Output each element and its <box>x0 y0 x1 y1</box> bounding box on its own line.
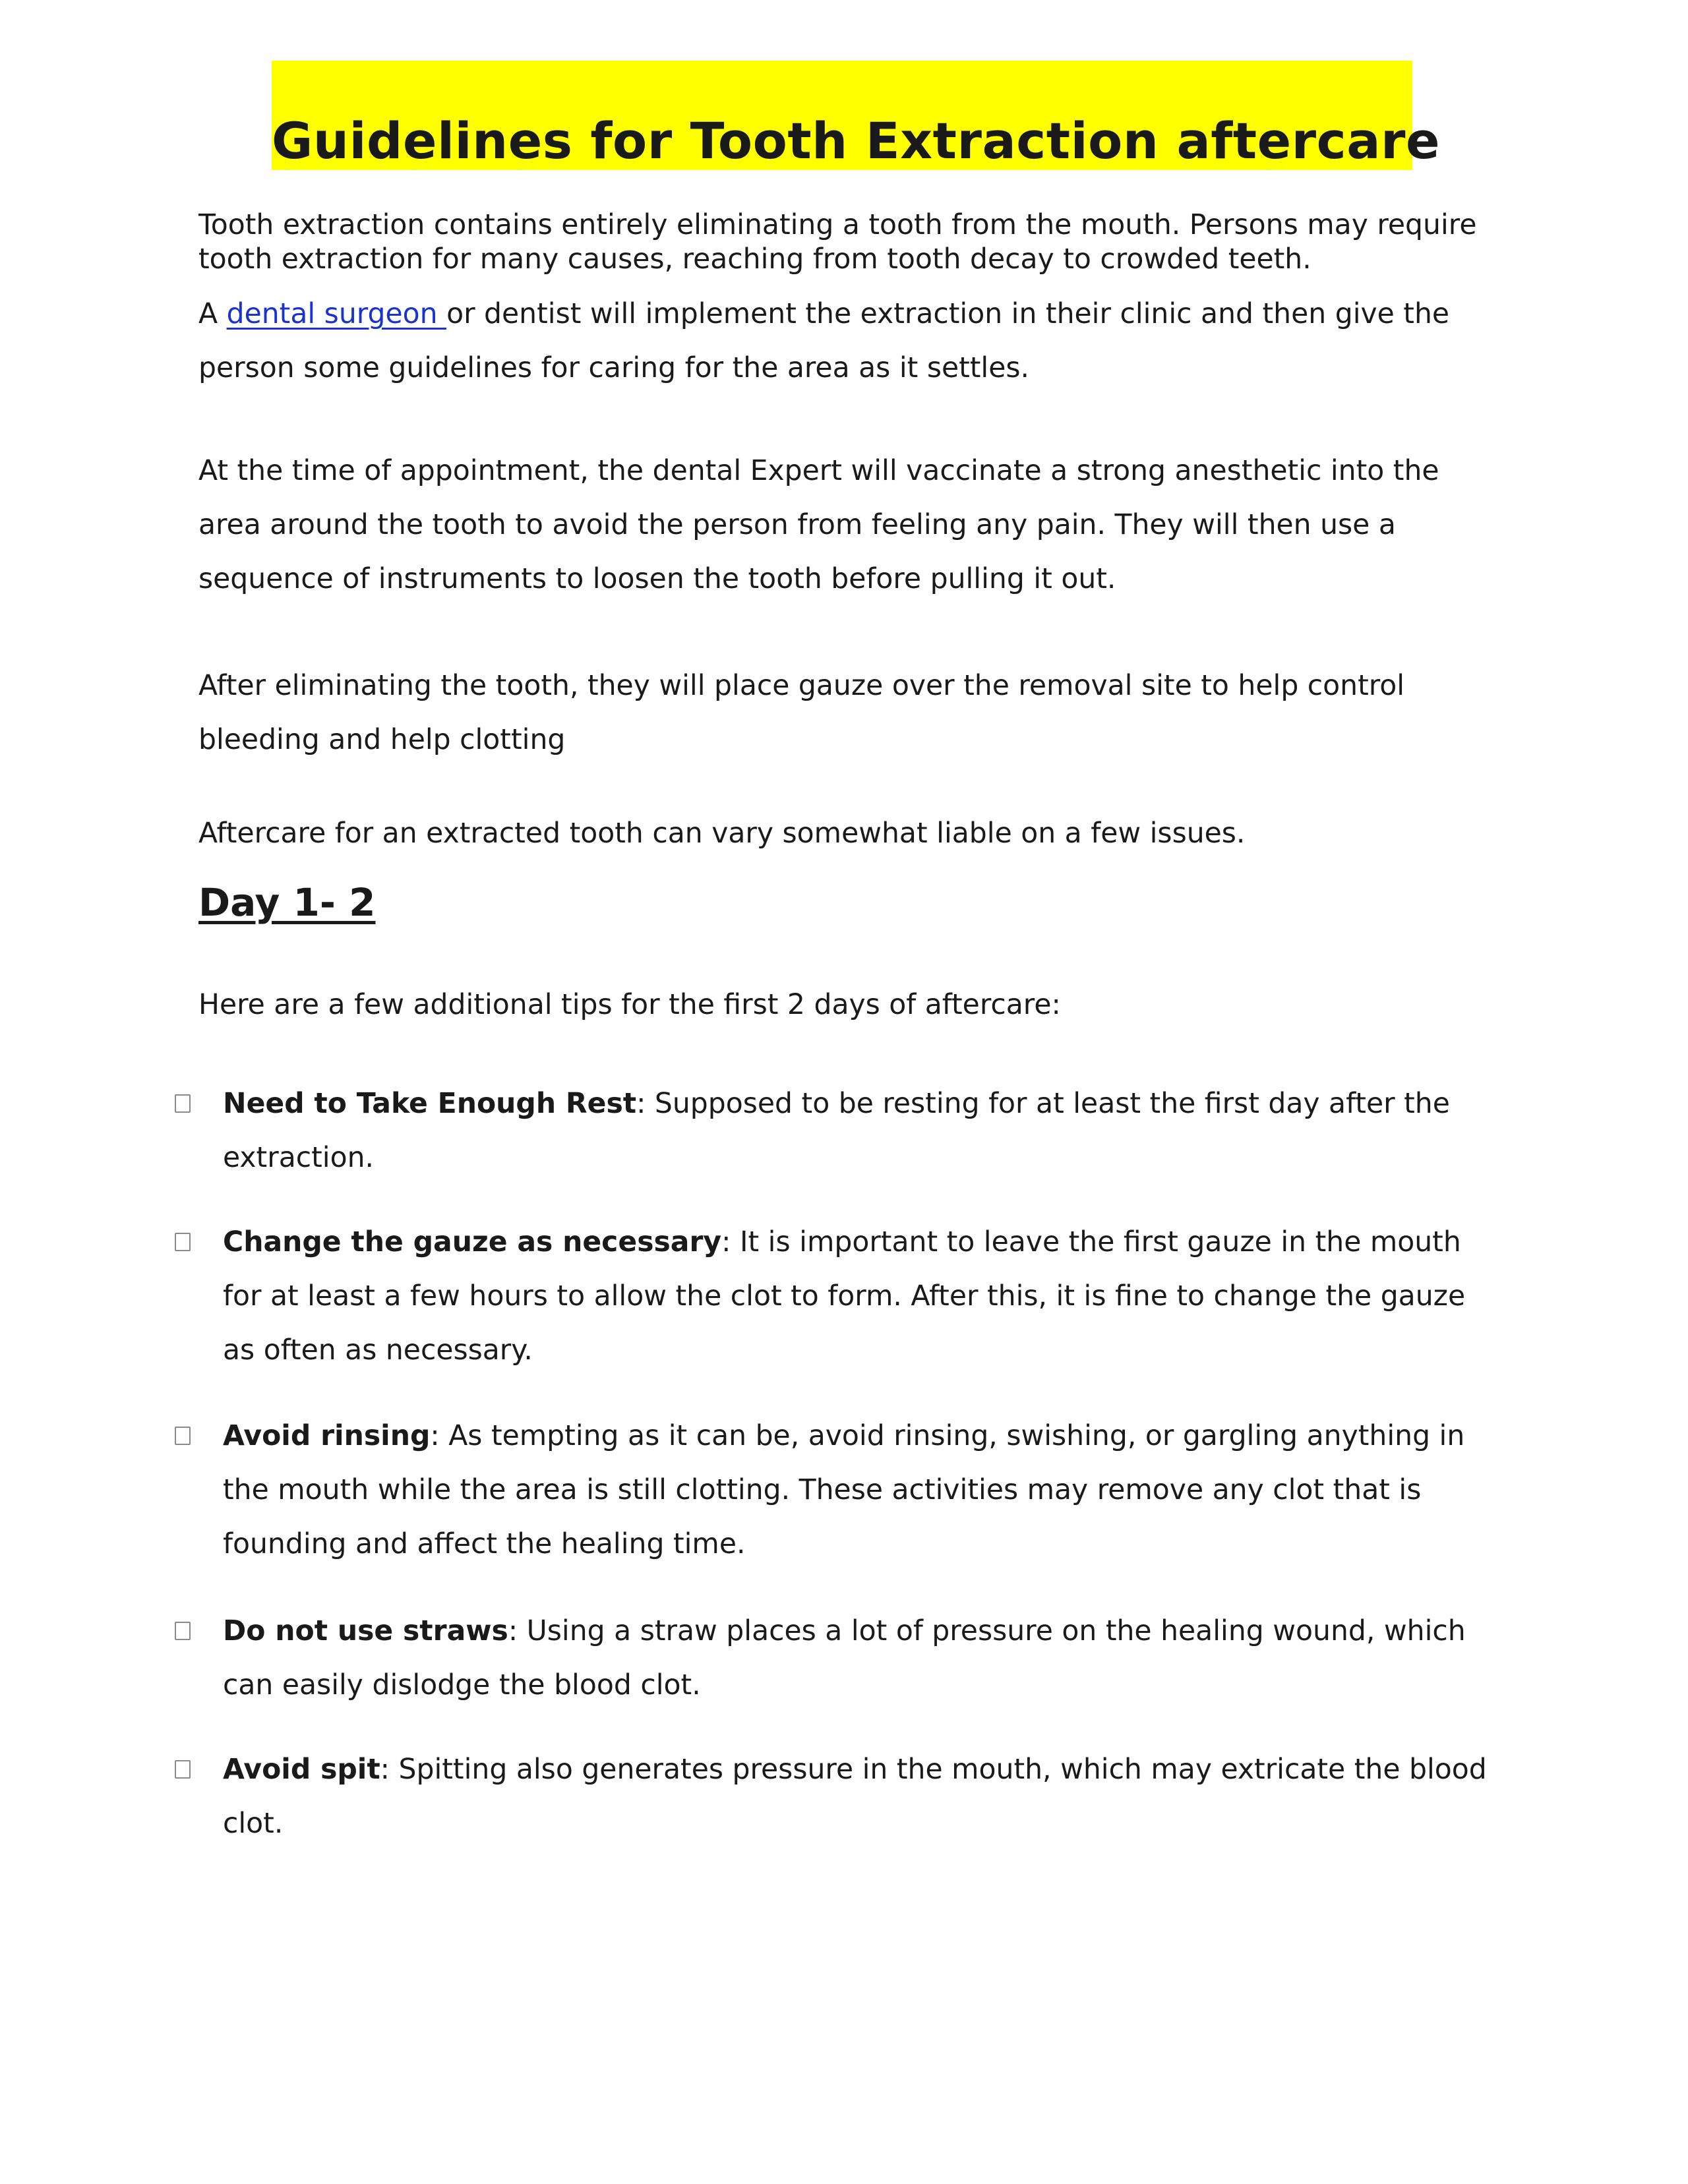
surgeon-paragraph-line-2: person some guidelines for caring for the area as it settles. <box>198 352 1030 384</box>
dental-surgeon-link[interactable]: dental surgeon <box>226 298 447 330</box>
tip-item-line-1 <box>223 1077 1495 1131</box>
section-heading-day-1-2: Day 1- 2 <box>198 880 376 925</box>
tip-label: Avoid spit <box>223 1754 380 1786</box>
tip-label: Change the gauze as necessary <box>223 1226 722 1258</box>
intro-line-2: tooth extraction for many causes, reaching from tooth decay to crowded teeth. <box>198 243 1311 276</box>
aftercare-paragraph: Aftercare for an extracted tooth can vary somewhat liable on a few issues. <box>198 817 1246 850</box>
tip-text: : Supposed to be resting for at least the first day after the <box>636 1088 1450 1120</box>
bullet-box-icon <box>175 1233 191 1251</box>
tip-label: Need to Take Enough Rest <box>223 1088 637 1120</box>
gauze-line-2: bleeding and help clotting <box>198 724 566 756</box>
surgeon-prefix: A <box>198 298 227 330</box>
gauze-line-1: After eliminating the tooth, they will place gauze over the removal site to help control <box>198 670 1405 702</box>
bullet-box-icon <box>175 1094 191 1113</box>
tip-item-line-3: founding and affect the healing time. <box>223 1528 746 1560</box>
tip-text: : Using a straw places a lot of pressure on the healing wound, which <box>508 1615 1466 1647</box>
tip-text: : As tempting as it can be, avoid rinsing, swishing, or gargling anything in <box>430 1420 1465 1452</box>
bullet-box-icon <box>175 1622 191 1640</box>
tips-intro: Here are a few additional tips for the first 2 days of aftercare: <box>198 989 1061 1021</box>
surgeon-line-1-rest: or dentist will implement the extraction in their clinic and then give the <box>446 298 1450 330</box>
tip-item-line-1 <box>223 1605 1495 1659</box>
intro-line-1: Tooth extraction contains entirely eliminating a tooth from the mouth. Persons may require <box>198 209 1477 241</box>
surgeon-paragraph-line-1 <box>198 287 1491 341</box>
page-title: Guidelines for Tooth Extraction aftercare <box>272 111 1441 170</box>
tip-item-line-2: the mouth while the area is still clotting. These activities may remove any clot that is <box>223 1474 1422 1506</box>
tip-item-line-1 <box>223 1216 1495 1270</box>
tip-item-line-1 <box>223 1743 1495 1797</box>
tip-item-line-2: extraction. <box>223 1142 375 1174</box>
appointment-line-3: sequence of instruments to loosen the tooth before pulling it out. <box>198 563 1116 595</box>
tip-item-line-2: can easily dislodge the blood clot. <box>223 1669 701 1701</box>
tip-item-line-2: for at least a few hours to allow the clot to form. After this, it is fine to change the gauze <box>223 1280 1466 1313</box>
tip-item-line-3: as often as necessary. <box>223 1334 533 1367</box>
appointment-line-2: area around the tooth to avoid the person from feeling any pain. They will then use a <box>198 509 1396 541</box>
tip-label: Do not use straws <box>223 1615 508 1647</box>
tip-label: Avoid rinsing <box>223 1420 431 1452</box>
tip-item-line-1 <box>223 1409 1495 1463</box>
bullet-box-icon <box>175 1427 191 1445</box>
tip-text: : It is important to leave the first gauze in the mouth <box>721 1226 1461 1258</box>
appointment-line-1: At the time of appointment, the dental Expert will vaccinate a strong anesthetic into the <box>198 455 1439 487</box>
bullet-box-icon <box>175 1760 191 1779</box>
tip-text: : Spitting also generates pressure in the mouth, which may extricate the blood <box>380 1754 1487 1786</box>
tip-item-line-2: clot. <box>223 1808 284 1840</box>
